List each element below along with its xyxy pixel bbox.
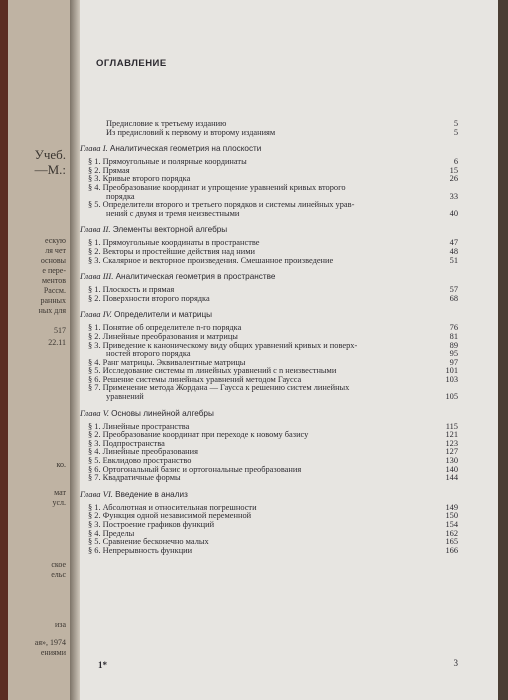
section-number: § 6. — [88, 464, 101, 474]
section-title: Кривые второго порядка — [102, 174, 191, 184]
chapter-title-group — [80, 272, 275, 282]
section-title: порядка — [106, 191, 135, 201]
section-page: 144 — [445, 473, 458, 483]
left-page-edge — [8, 0, 72, 700]
section-title: Квадратичные формы — [102, 473, 181, 483]
section-title: Понятие об определителе n-го порядка — [102, 323, 242, 333]
section-page: 127 — [445, 447, 458, 457]
section-number: § 2. — [88, 430, 101, 440]
chapter-title-group — [80, 225, 227, 235]
section-number: § 1. — [88, 502, 101, 512]
section-page: 105 — [445, 392, 458, 402]
section-number: § 3. — [88, 520, 101, 529]
section-title: Построение графиков функций — [102, 520, 215, 529]
section-title: Скалярное и векторное произведения. Смешанное произведение — [102, 255, 334, 265]
section-entry — [80, 257, 498, 266]
book-edge — [498, 0, 508, 700]
section-number: § 2. — [88, 511, 101, 521]
left-page-fragment: ескую — [44, 236, 66, 245]
section-number: § 2. — [88, 246, 101, 256]
page-heading: ОГЛАВЛЕНИЕ — [96, 58, 167, 69]
left-page-fragment: 22.11 — [48, 338, 66, 347]
section-page: 115 — [445, 421, 458, 431]
table-of-contents — [80, 120, 498, 555]
entry-title: Предисловие к третьему изданию — [106, 119, 227, 128]
section-title: Решение системы линейных уравнений методом Гаусса — [102, 374, 302, 384]
chapter-title: Основы линейной алгебры — [111, 408, 214, 418]
section-title: Прямоугольные и полярные координаты — [102, 157, 247, 167]
section-number: § 1. — [88, 157, 101, 167]
left-page-fragment: ское — [51, 560, 66, 569]
section-title: Пределы — [102, 528, 135, 538]
chapter-heading — [80, 310, 498, 320]
section-line — [88, 547, 192, 556]
section-title: ностей второго порядка — [106, 349, 191, 359]
section-title: Ортогональный базис и ортогональные преобразования — [102, 464, 302, 474]
page-number: 3 — [453, 658, 458, 668]
section-title: Ранг матрицы. Эквивалентные матрицы — [102, 357, 246, 367]
section-number: § 5. — [88, 366, 101, 376]
entry-page: 5 — [453, 127, 458, 137]
chapter-label: Глава V. — [80, 407, 109, 418]
left-page-fragment: Рассм. — [43, 286, 66, 295]
section-line — [88, 474, 181, 483]
section-number: § 1. — [88, 421, 101, 431]
section-page: 140 — [445, 464, 458, 474]
section-entry — [80, 547, 498, 556]
section-page: 57 — [449, 285, 458, 295]
section-title: Линейные пространства — [102, 421, 190, 431]
left-page-fragment: ранных — [40, 296, 66, 305]
section-title: Подпространства — [102, 438, 165, 448]
section-page: 51 — [449, 255, 458, 265]
section-page: 81 — [449, 331, 458, 341]
section-number: § 5. — [88, 537, 101, 547]
chapter-title: Аналитическая геометрия в пространстве — [115, 272, 276, 282]
section-number: § 3. — [88, 438, 101, 448]
section-line — [88, 295, 210, 304]
section-entry — [80, 210, 498, 219]
section-page: 130 — [445, 456, 458, 466]
entry-title: Из предисловий к первому и второму изданиям — [106, 127, 276, 137]
section-page: 97 — [449, 357, 458, 367]
entry-page: 5 — [453, 119, 458, 128]
section-page: 154 — [445, 520, 458, 529]
book-spine — [0, 0, 8, 700]
section-number: § 3. — [88, 255, 101, 265]
section-number: § 1. — [88, 285, 101, 295]
section-number: § 1. — [88, 238, 101, 248]
section-number: § 4. — [88, 528, 101, 538]
left-page-fragment: Учеб. — [34, 147, 66, 162]
section-title: Преобразование координат при переходе к новому базису — [102, 430, 309, 440]
left-page-fragment: мат — [54, 488, 66, 497]
section-page: 15 — [449, 165, 458, 175]
left-page-fragment: —М.: — [34, 162, 66, 177]
section-title: Сравнение бесконечно малых — [102, 537, 209, 547]
section-page: 68 — [449, 293, 458, 303]
section-page: 150 — [445, 511, 458, 521]
section-title: Абсолютная и относительная погрешности — [102, 502, 257, 512]
section-page: 123 — [445, 438, 458, 448]
section-title: Преобразование координат и упрощение уравнений кривых второго — [102, 182, 346, 192]
section-page: 89 95 — [449, 340, 458, 359]
chapter-title: Введение в анализ — [115, 489, 188, 499]
section-number: § 4. — [88, 357, 101, 367]
section-line — [106, 393, 144, 402]
chapter-title: Элементы векторной алгебры — [112, 225, 228, 235]
section-page: 26 — [449, 174, 458, 184]
section-number: § 5. — [88, 456, 101, 466]
section-page: 166 — [445, 545, 458, 555]
section-entry — [80, 184, 498, 193]
chapter-title-group — [80, 409, 214, 419]
toc-entry — [80, 129, 498, 138]
left-page-fragment: иза — [55, 620, 66, 629]
section-entry — [80, 393, 498, 402]
section-number: § 2. — [88, 331, 101, 341]
section-number: § 7. — [88, 383, 101, 393]
section-title: Исследование системы m линейных уравнений с n неизвестными — [102, 366, 337, 376]
section-number: § 4. — [88, 447, 101, 457]
book-gutter — [70, 0, 80, 700]
section-title: Непрерывность функции — [102, 545, 193, 555]
section-title: Функция одной независимой переменной — [102, 511, 252, 521]
chapter-title-group — [80, 310, 212, 320]
section-entry — [80, 295, 498, 304]
section-title: Приведение к каноническому виду общих уравнений кривых и поверх- — [102, 340, 358, 350]
section-line — [106, 210, 239, 219]
left-page-fragment: ных для — [38, 306, 66, 315]
chapter-heading — [80, 490, 498, 500]
section-title: Прямоугольные координаты в пространстве — [102, 238, 260, 248]
section-title: Поверхности второго порядка — [102, 293, 210, 303]
contents-page — [80, 0, 498, 700]
section-number: § 4. — [88, 182, 101, 192]
section-entry — [80, 158, 498, 167]
left-page-fragment: ля чет — [45, 246, 66, 255]
section-number: § 7. — [88, 473, 101, 483]
chapter-heading — [80, 409, 498, 419]
section-title: Линейные преобразования — [102, 447, 198, 457]
section-page: 149 — [445, 502, 458, 512]
section-title: Плоскость и прямая — [102, 285, 175, 295]
section-page: 76 — [449, 323, 458, 333]
chapter-title-group — [80, 144, 261, 154]
section-number: § 3. — [88, 340, 101, 350]
section-number: § 1. — [88, 323, 101, 333]
section-title: Прямая — [102, 165, 130, 175]
section-title: Определители второго и третьего порядков и системы линейных урав- — [102, 200, 355, 210]
section-title: Линейные преобразования и матрицы — [102, 331, 238, 341]
signature-mark: 1* — [98, 660, 107, 670]
section-page: 103 — [445, 374, 458, 384]
section-page: 162 — [445, 528, 458, 538]
section-page: 47 — [449, 238, 458, 248]
section-page: 165 — [445, 537, 458, 547]
section-title: Евклидово пространство — [102, 456, 192, 466]
section-page: 40 — [449, 208, 458, 218]
section-page: 6 — [453, 157, 458, 167]
left-page-fragment: ко. — [56, 460, 66, 469]
chapter-label: Глава IV. — [80, 309, 112, 320]
left-page-fragment: ментов — [41, 276, 66, 285]
section-number: § 3. — [88, 174, 101, 184]
section-number: § 2. — [88, 165, 101, 175]
chapter-label: Глава I. — [80, 143, 108, 154]
left-page-fragment: усл. — [52, 498, 66, 507]
section-line — [88, 257, 333, 266]
chapter-title-group — [80, 490, 188, 500]
section-entry — [80, 474, 498, 483]
section-title: Векторы и простейшие действия над ними — [102, 246, 256, 256]
left-page-fragment: 517 — [54, 326, 66, 335]
chapter-label: Глава III. — [80, 271, 114, 282]
chapter-title: Аналитическая геометрия на плоскости — [109, 144, 262, 154]
chapter-heading — [80, 272, 498, 282]
section-title: нений с двумя и тремя неизвестными — [106, 208, 240, 218]
left-page-fragment: ая», 1974 — [34, 638, 66, 647]
section-page: 101 — [445, 366, 458, 376]
chapter-title: Определители и матрицы — [114, 310, 213, 320]
section-number: § 6. — [88, 374, 101, 384]
section-number: § 6. — [88, 545, 101, 555]
section-entry — [80, 521, 498, 530]
section-page: 121 — [445, 430, 458, 440]
left-page-fragment: ениями — [40, 648, 66, 657]
section-page: 33 — [449, 191, 458, 201]
chapter-label: Глава II. — [80, 224, 111, 235]
section-number: § 2. — [88, 293, 101, 303]
chapter-heading — [80, 144, 498, 154]
section-number: § 5. — [88, 200, 101, 210]
chapter-label: Глава VI. — [80, 488, 113, 499]
section-title: Применение метода Жордана — Гаусса к решению систем линейных — [102, 383, 350, 393]
left-page-fragment: ельс — [51, 570, 66, 579]
chapter-heading — [80, 225, 498, 235]
left-page-fragment: основы — [40, 256, 66, 265]
section-page: 48 — [449, 246, 458, 256]
left-page-fragment: е пере- — [42, 266, 66, 275]
section-title: уравнений — [106, 392, 144, 402]
